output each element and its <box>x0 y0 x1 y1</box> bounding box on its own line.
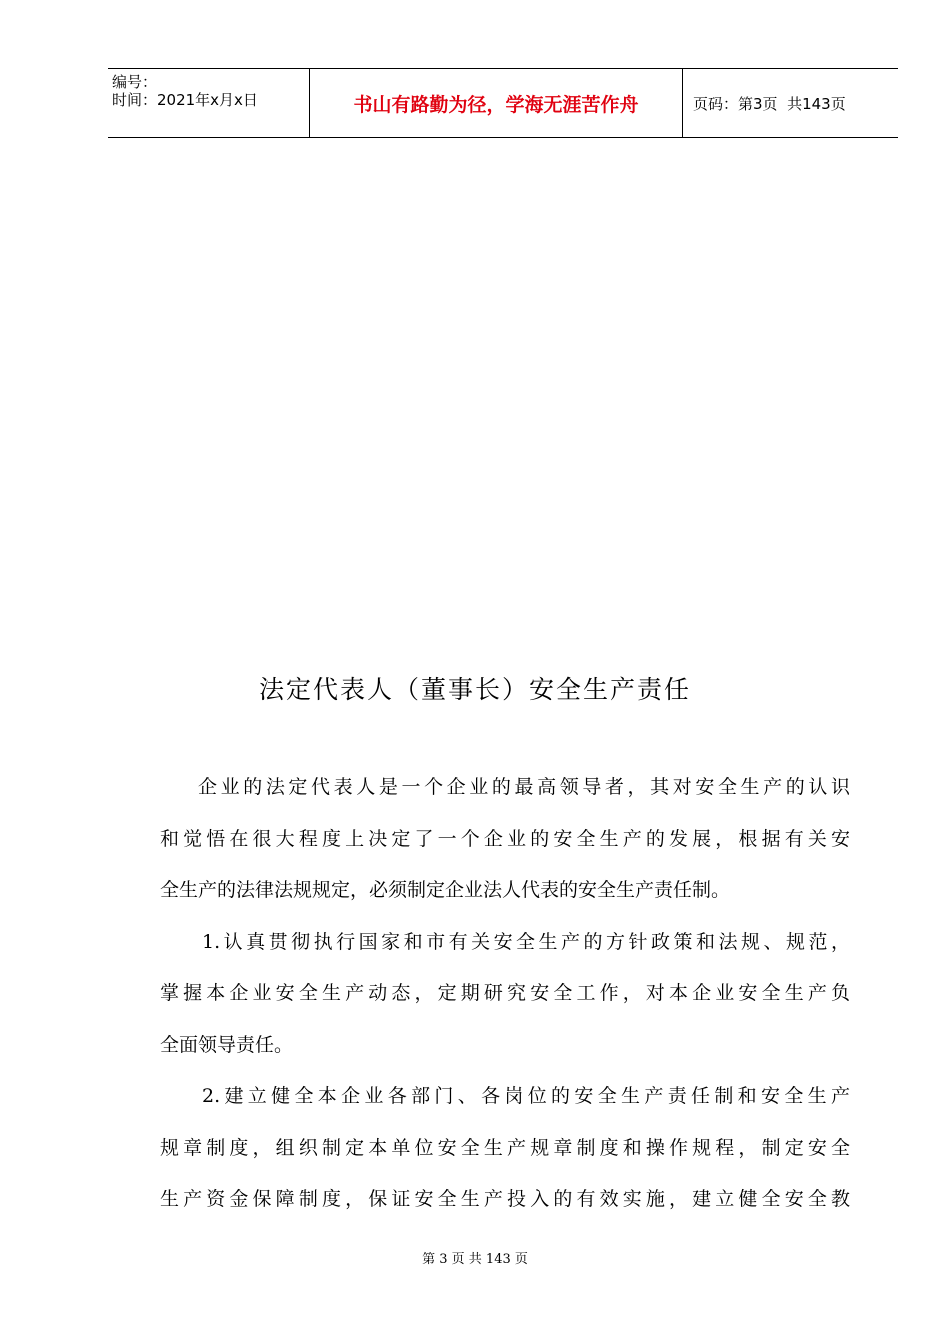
body-line: 掌握本企业安全生产动态，定期研究安全工作，对本企业安全生产负 <box>160 982 850 1004</box>
body-line: 2.建立健全本企业各部门、各岗位的安全生产责任制和安全生产 <box>202 1085 850 1107</box>
body-line: 全生产的法律法规规定，必须制定企业法人代表的安全生产责任制。 <box>160 879 731 901</box>
header-meta <box>108 69 310 137</box>
body-line: 规章制度，组织制定本单位安全生产规章制度和操作规程，制定安全 <box>160 1136 850 1159</box>
body-line: 和觉悟在很大程度上决定了一个企业的安全生产的发展，根据有关安 <box>160 827 850 850</box>
page-info-text: 页码：第3页 共143页 <box>693 94 846 113</box>
body-line: 企业的法定代表人是一个企业的最高领导者，其对安全生产的认识 <box>198 776 850 798</box>
page-header <box>108 68 898 138</box>
page-footer: 第 3 页 共 143 页 <box>422 1252 528 1267</box>
time-label: 时间：2021年x月x日 <box>112 91 258 109</box>
header-page-info <box>683 69 898 137</box>
body-line: 全面领导责任。 <box>160 1033 294 1056</box>
number-label: 编号： <box>112 73 158 91</box>
body-line: 1.认真贯彻执行国家和市有关安全生产的方针政策和法规、规范， <box>202 930 850 953</box>
document-title: 法定代表人（董事长）安全生产责任 <box>258 675 691 704</box>
document-body <box>160 770 850 1234</box>
body-line: 生产资金保障制度，保证安全生产投入的有效实施，建立健全安全教 <box>160 1188 850 1210</box>
header-motto: 书山有路勤为径，学海无涯苦作舟 <box>310 69 683 137</box>
